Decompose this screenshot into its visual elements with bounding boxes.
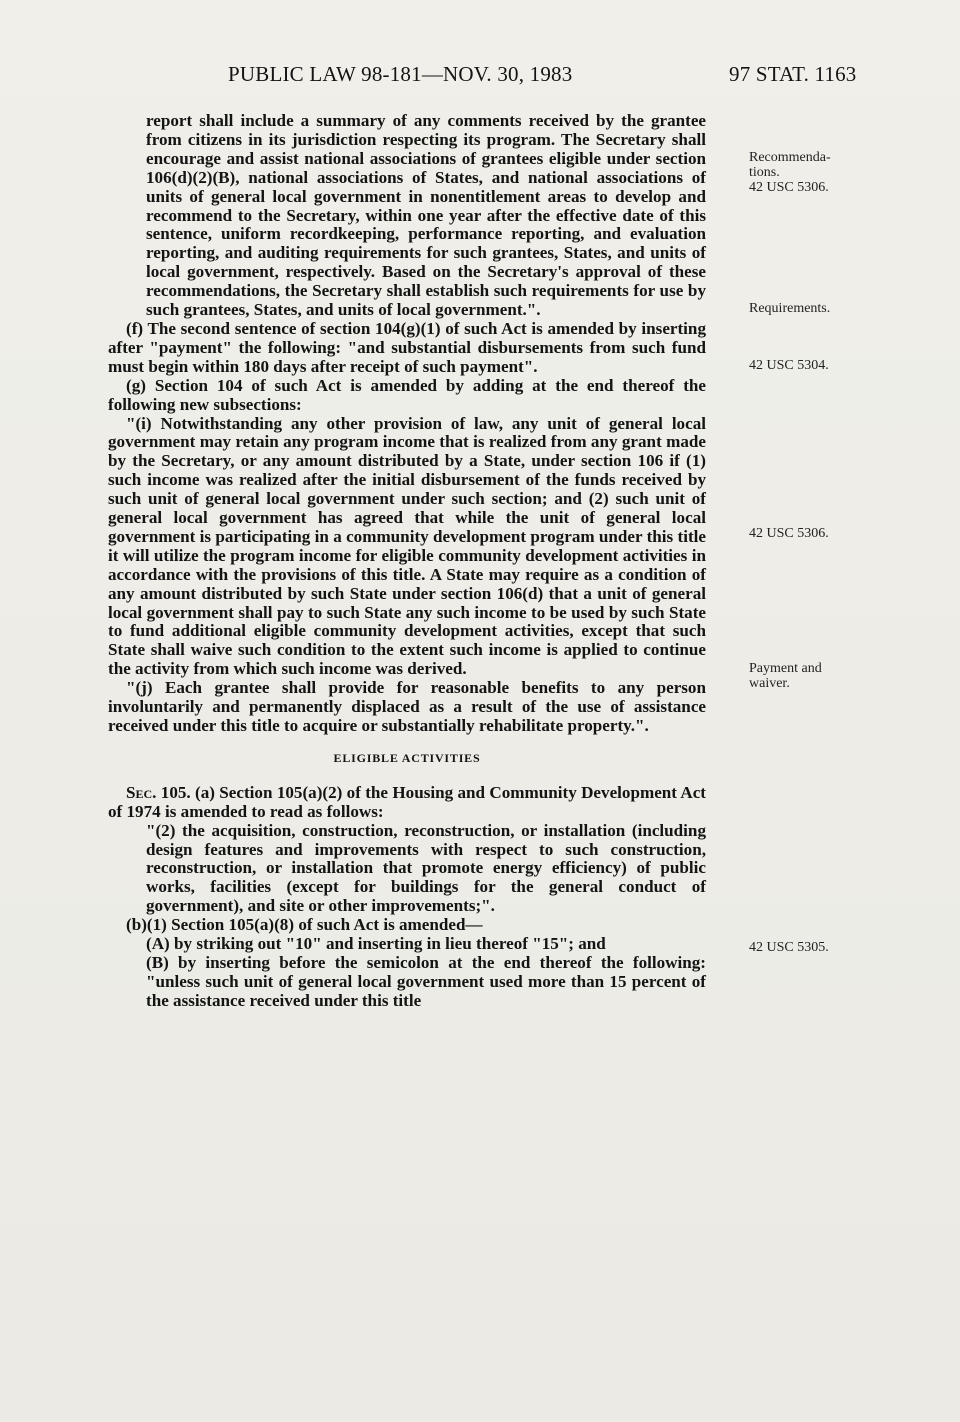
paragraph-b1-B: (B) by inserting before the semicolon at the end thereof the following: "unless such unit of general local government used more than 15 percent of the assistance received under this title — [146, 952, 706, 1010]
body-text — [108, 112, 706, 1011]
paragraph-sec-105 — [108, 784, 706, 822]
margin-note-line: Recommenda- — [749, 150, 831, 165]
margin-note-usc-5305: 42 USC 5305. — [749, 940, 829, 955]
margin-note-usc-5306: 42 USC 5306. — [749, 526, 829, 541]
section-heading: ELIGIBLE ACTIVITIES — [333, 750, 481, 765]
margin-note-line: Payment and — [749, 661, 822, 676]
paragraph-quote-2: "(2) the acquisition, construction, reconstruction, or installation (including design features and improvements with respect to such construction, reconstruction, or installation that promote energy efficiency) of public works, facilities (except for buildings for the general conduct of government), and site or other improvements;". — [146, 820, 706, 916]
paragraph-g: (g) Section 104 of such Act is amended by adding at the end thereof the following new subsections: — [108, 375, 706, 414]
sec-label: Sec. — [126, 782, 157, 802]
sec-105-text: 105. (a) Section 105(a)(2) of the Housing and Community Development Act of 1974 is amended to read as follows: — [108, 782, 706, 821]
paragraph-j: "(j) Each grantee shall provide for reasonable benefits to any person involuntarily and permanently displaced as a result of the use of assistance received under this title to acquire or substantially rehabilitate property.". — [108, 678, 706, 735]
margin-note-requirements: Requirements. — [749, 301, 831, 316]
margin-note-usc-5304: 42 USC 5304. — [749, 358, 829, 373]
paragraph-b1: (b)(1) Section 105(a)(8) of such Act is amended— — [126, 915, 483, 935]
running-header-right: 97 STAT. 1163 — [729, 62, 857, 86]
paragraph-report-summary: report shall include a summary of any comments received by the grantee from citizens in its jurisdiction respecting its program. The Secretary shall encourage and assist national associations of grantees eligible under section 106(d)(2)(B), national associations of States, and national associations of units of general local government in nonentitlement areas to develop and recommend to the Secretary, within one year after the effective date of this sentence, uniform recordkeeping, performance reporting, and evaluation reporting, and auditing requirements for such grantees, States, and units of local government, respectively. Based on the Secretary's approval of these recommendations, the Secretary shall establish such requirements for use by such grantees, States, and units of local government.". — [146, 111, 706, 320]
paragraph-b1-A: (A) by striking out "10" and inserting in lieu thereof "15"; and — [146, 934, 606, 954]
margin-note-payment-waiver — [749, 661, 879, 691]
margin-note-line: waiver. — [749, 676, 790, 691]
margin-note-line: 42 USC 5306. — [749, 180, 829, 195]
margin-note-recommendations — [749, 150, 879, 195]
running-header-left: PUBLIC LAW 98-181—NOV. 30, 1983 — [228, 62, 573, 86]
paragraph-i: "(i) Notwithstanding any other provision of law, any unit of general local government may retain any program income that is realized from any grant made by the Secretary, or any amount distributed by a State, under section 106 if (1) such income was realized after the initial disbursement of the funds received by such unit of general local government under such section; and (2) such unit of general local government has agreed that while the unit of general local government is participating in a community development program under this title it will utilize the program income for eligible community development activities in accordance with the provisions of this title. A State may require as a condition of any amount distributed by such State under section 106(d) that a unit of general local government shall pay to such State any such income to be used by such State to fund additional eligible community development activities, except that such State shall waive such condition to the extent such income is applied to continue the activity from which such income was derived. — [108, 413, 706, 679]
margin-note-line: tions. — [749, 165, 780, 180]
paragraph-f: (f) The second sentence of section 104(g)(1) of such Act is amended by inserting after "payment" the following: "and substantial disbursements from such fund must begin within 180 days after receipt of such payment". — [108, 318, 706, 376]
